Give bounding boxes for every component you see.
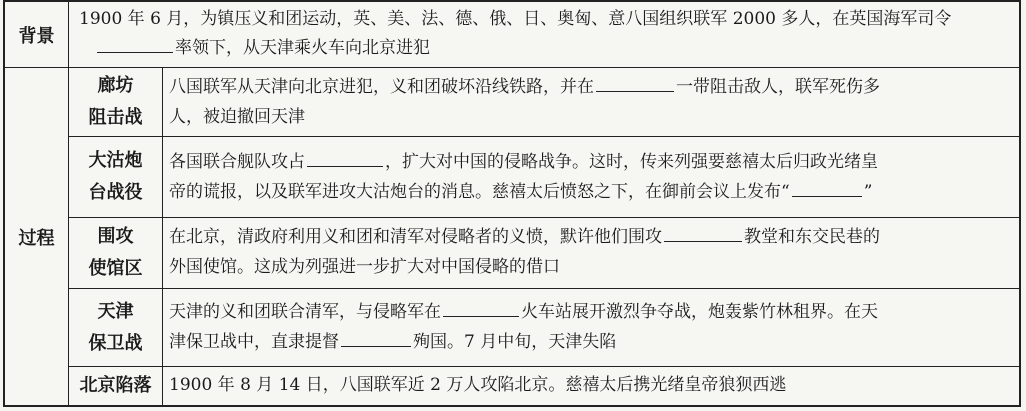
background-line-2 (79, 34, 1009, 63)
label-langfang (69, 68, 163, 136)
row-tianjin (69, 289, 1019, 367)
blank-dagu[interactable] (307, 148, 383, 167)
label-line: 北京陷落 (79, 375, 152, 396)
row-beijing (69, 367, 1019, 405)
process-label: 过程 (5, 68, 69, 405)
background-text (69, 2, 1019, 68)
label-tianjin (69, 289, 163, 366)
text-line: 各国联合舰队攻占 ，扩大对中国的侵略战争。这时，传来列强要慈禧太后归政光绪皇 (169, 147, 1013, 177)
text-line: 外国使馆。这成为列强进一步扩大对中国侵略的借口 (169, 257, 560, 277)
text-line: 八国联军从天津向北京进犯，义和团破坏沿线铁路，并在 一带阻击敌人，联军死伤多 (169, 72, 1013, 102)
background-line-1: 1900 年 6 月，为镇压义和团运动，英、美、法、德、俄、日、奥匈、意八国组织联军 2000 多人，在英国海军司令 (79, 9, 952, 29)
label-line: 台战役 (88, 182, 143, 203)
text-legation (163, 218, 1019, 288)
label-line: 保卫战 (88, 332, 143, 354)
row-dagu (69, 137, 1019, 218)
blank-langfang[interactable] (596, 73, 674, 92)
label-line: 廊坊 (97, 75, 134, 96)
text-langfang (163, 68, 1019, 136)
text-line: 1900 年 8 月 14 日，八国联军近 2 万人攻陷北京。慈禧太后携光绪皇帝狼狈西逃 (169, 375, 787, 395)
text-line: 在北京，清政府利用义和团和清军对侵略者的义愤，默许他们围攻 教堂和东交民巷的 (169, 222, 1013, 252)
row-langfang (69, 68, 1019, 137)
label-legation (69, 218, 163, 288)
label-dagu (69, 137, 163, 217)
text-tianjin (163, 289, 1019, 366)
text-line: 人，被迫撤回天津 (169, 107, 305, 127)
text-beijing (163, 367, 1019, 405)
background-line-2-text: 率领下，从天津乘火车向北京进犯 (175, 38, 430, 58)
text-line: 帝的谎报，以及联军进攻大沽炮台的消息。慈禧太后愤怒之下，在御前会议上发布“ ” (169, 177, 1013, 207)
blank-station[interactable] (443, 298, 519, 317)
label-line: 大沽炮 (88, 150, 143, 171)
label-line: 使馆区 (88, 258, 143, 279)
label-line: 天津 (97, 300, 134, 322)
background-label: 背景 (5, 2, 69, 68)
row-legation (69, 218, 1019, 289)
blank-general[interactable] (341, 328, 411, 347)
text-line: 天津的义和团联合清军，与侵略军在 火车站展开激烈争夺战，炮轰紫竹林租界。在天 (169, 297, 1013, 327)
history-table (3, 0, 1021, 407)
label-line: 围攻 (97, 226, 134, 247)
text-line: 津保卫战中，直隶提督 殉国。7 月中旬，天津失陷 (169, 327, 1013, 357)
label-line: 阻击战 (88, 107, 143, 128)
blank-decree[interactable] (792, 178, 862, 197)
blank-church[interactable] (664, 223, 742, 242)
blank-commander[interactable] (97, 34, 173, 53)
label-beijing (69, 367, 163, 405)
text-dagu (163, 137, 1019, 217)
